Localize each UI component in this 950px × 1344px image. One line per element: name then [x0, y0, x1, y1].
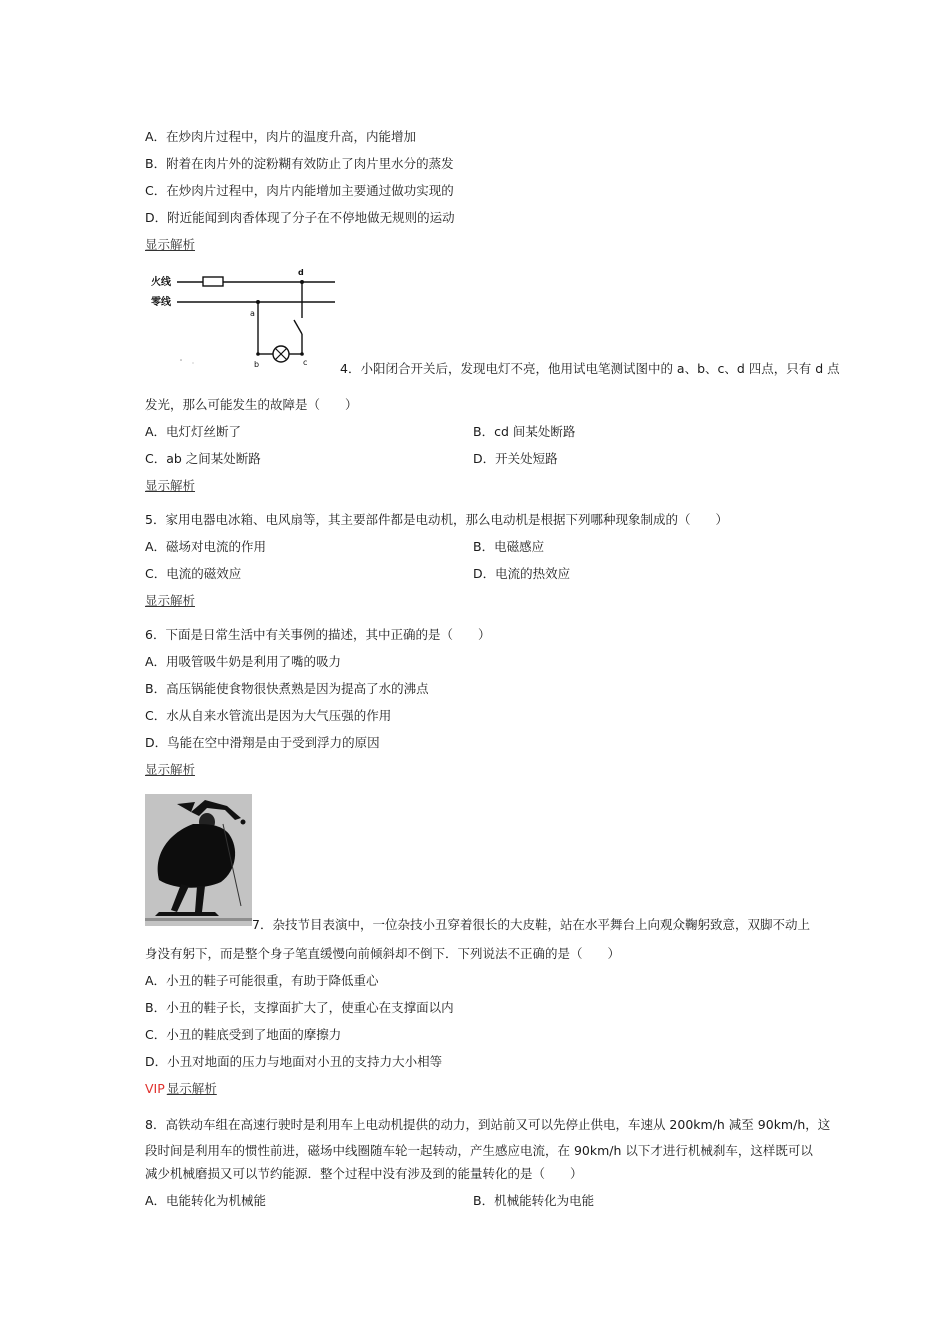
q4-option-d: D．开关处短路: [473, 451, 558, 466]
q8-option-a: A．电能转化为机械能: [145, 1193, 267, 1208]
q3-option-d: D．附近能闻到肉香体现了分子在不停地做无规则的运动: [145, 210, 455, 225]
q8-stem-line3: 减少机械磨损又可以节约能源．整个过程中没有涉及到的能量转化的是（ ）: [145, 1166, 583, 1181]
q7-analysis-row: [145, 1081, 217, 1097]
q6-option-a: A．用吸管吸牛奶是利用了嘴的吸力: [145, 654, 342, 669]
q4-option-b: B．cd 间某处断路: [473, 424, 576, 439]
q4-option-c: C．ab 之间某处断路: [145, 451, 261, 466]
q4-option-a: A．电灯灯丝断了: [145, 424, 242, 439]
q7-stem-line1: 7．杂技节目表演中，一位杂技小丑穿着很长的大皮鞋，站在水平舞台上向观众鞠躬致意，双脚不动上: [252, 917, 810, 932]
q3-option-b: B．附着在肉片外的淀粉糊有效防止了肉片里水分的蒸发: [145, 156, 454, 171]
q7-option-b: B．小丑的鞋子长，支撑面扩大了，使重心在支撑面以内: [145, 1000, 454, 1015]
q7-option-a: A．小丑的鞋子可能很重，有助于降低重心: [145, 973, 379, 988]
q6-option-c: C．水从自来水管流出是因为大气压强的作用: [145, 708, 392, 723]
q8-stem-line1: 8．高铁动车组在高速行驶时是利用车上电动机提供的动力，到站前又可以先停止供电，车速从 200km/h 减至 90km/h，这: [145, 1117, 831, 1132]
q4-label-b: b: [254, 360, 260, 369]
q4-label-a: a: [250, 309, 255, 318]
q7-option-c: C．小丑的鞋底受到了地面的摩擦力: [145, 1027, 342, 1042]
q5-option-a: A．磁场对电流的作用: [145, 539, 267, 554]
q5-option-b: B．电磁感应: [473, 539, 545, 554]
q7-show-analysis-link[interactable]: 显示解析: [166, 1081, 217, 1096]
q4-stem-line2: 发光，那么可能发生的故障是（ ）: [145, 397, 358, 412]
q6-option-d: D．鸟能在空中滑翔是由于受到浮力的原因: [145, 735, 380, 750]
q4-show-analysis-link[interactable]: 显示解析: [145, 478, 196, 493]
q4-label-neutral: 零线: [151, 297, 171, 308]
q3-option-a: A．在炒肉片过程中，肉片的温度升高，内能增加: [145, 129, 417, 144]
node-d: [300, 280, 304, 284]
node-b: [256, 352, 260, 356]
q4-label-c: c: [303, 358, 308, 367]
q3-show-analysis-link[interactable]: 显示解析: [145, 237, 196, 252]
q5-stem: 5．家用电器电冰箱、电风扇等，其主要部件都是电动机，那么电动机是根据下列哪种现象制成的（ ）: [145, 512, 728, 527]
q3-option-c: C．在炒肉片过程中，肉片内能增加主要通过做功实现的: [145, 183, 454, 198]
q4-circuit-diagram: [145, 264, 340, 376]
q6-stem: 6．下面是日常生活中有关事例的描述，其中正确的是（ ）: [145, 627, 491, 642]
q5-option-c: C．电流的磁效应: [145, 566, 242, 581]
q5-option-d: D．电流的热效应: [473, 566, 571, 581]
q8-stem-line2: 段时间是利用车的惯性前进，磁场中线圈随车轮一起转动，产生感应电流，在 90km/h 以下才进行机械刹车，这样既可以: [145, 1143, 813, 1158]
q6-show-analysis-link[interactable]: 显示解析: [145, 762, 196, 777]
q7-stem-line2: 身没有躬下，而是整个身子笔直缓慢向前倾斜却不倒下．下列说法不正确的是（ ）: [145, 946, 621, 961]
q4-label-fire: 火线: [151, 277, 171, 288]
q8-option-b: B．机械能转化为电能: [473, 1193, 595, 1208]
q4-stem-line1: 4．小阳闭合开关后，发现电灯不亮，他用试电笔测试图中的 a、b、c、d 四点，只有 d 点: [340, 361, 840, 376]
q6-option-b: B．高压锅能使食物很快煮熟是因为提高了水的沸点: [145, 681, 429, 696]
fuse-icon: [203, 277, 223, 286]
q5-show-analysis-link[interactable]: 显示解析: [145, 593, 196, 608]
q7-option-d: D．小丑对地面的压力与地面对小丑的支持力大小相等: [145, 1054, 443, 1069]
q7-clown-image: [145, 794, 252, 926]
q4-label-d: d: [298, 268, 304, 277]
vip-badge: VIP: [145, 1081, 165, 1096]
